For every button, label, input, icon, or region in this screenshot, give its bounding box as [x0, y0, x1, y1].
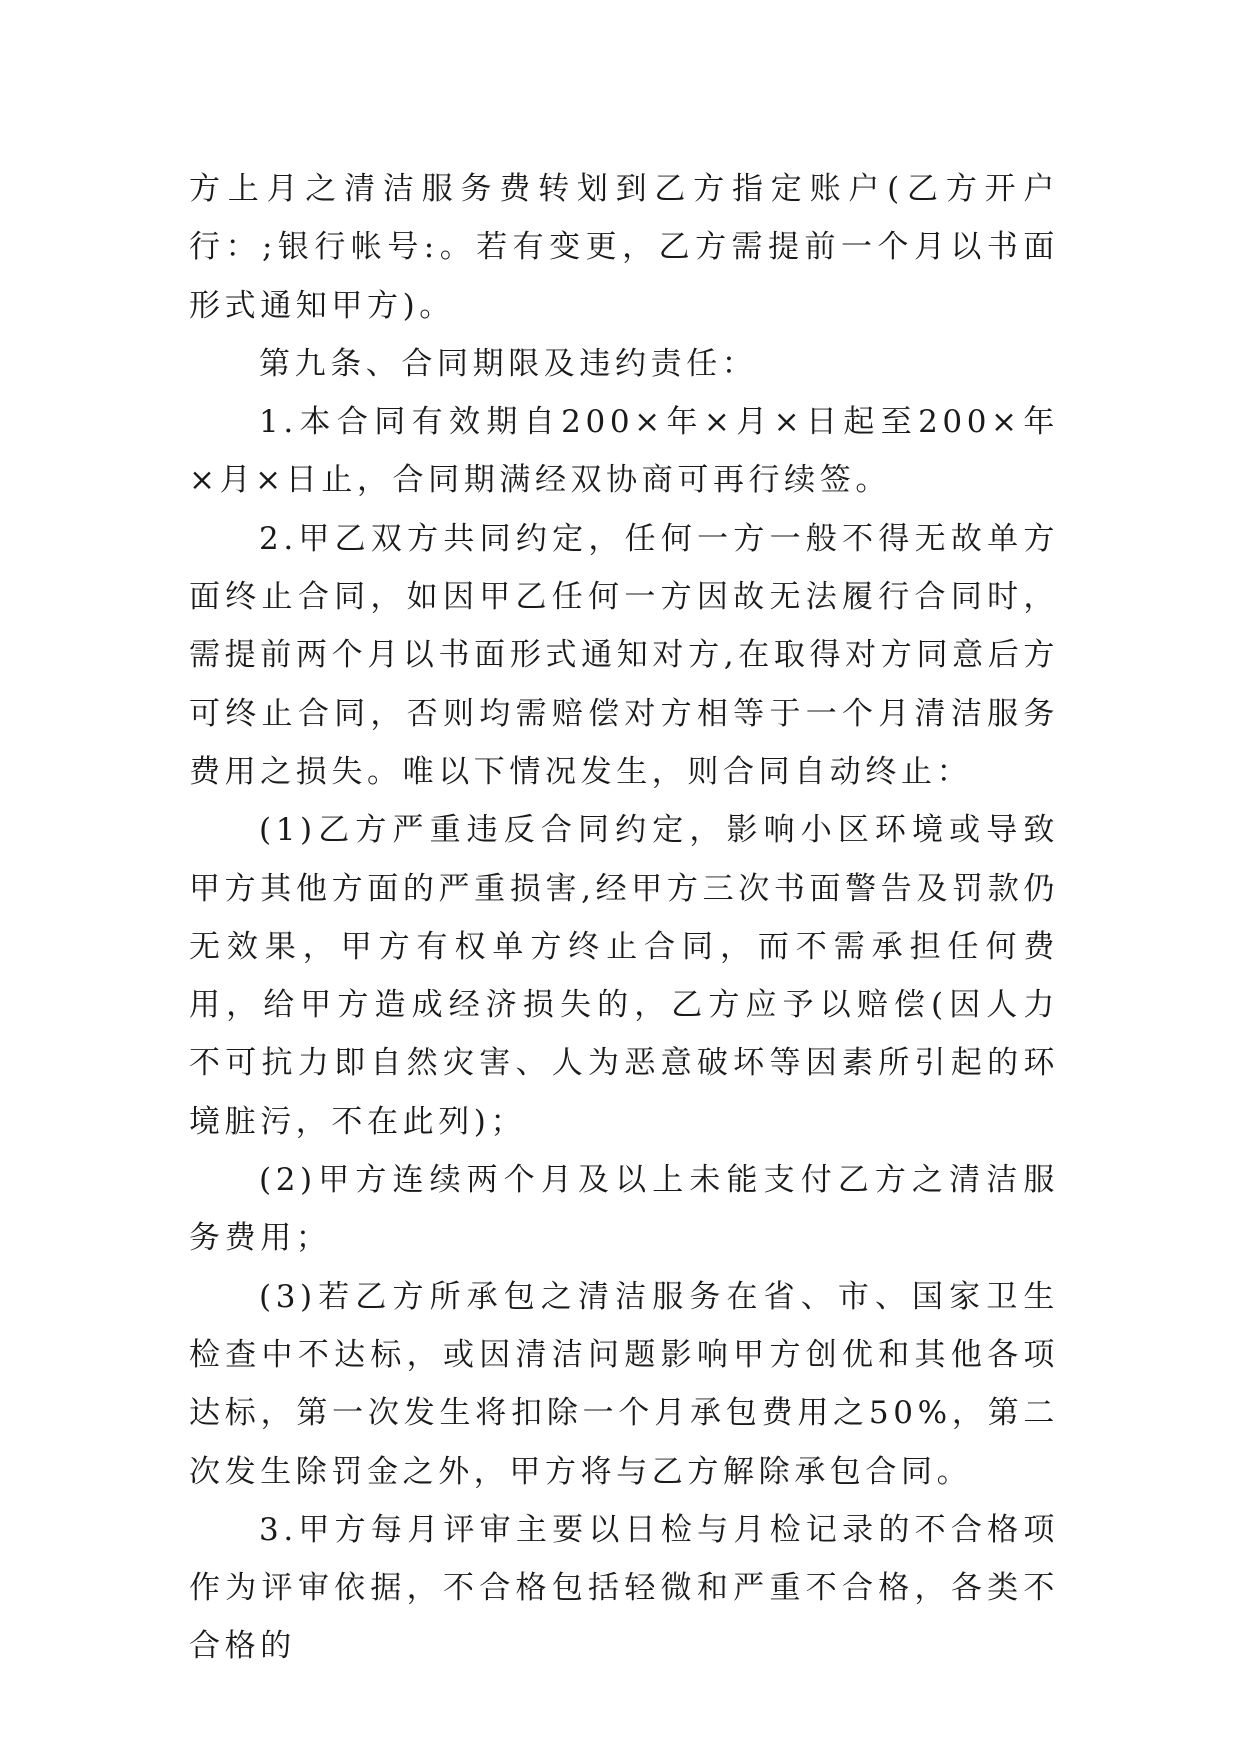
paragraph-item-2-party-a-nonpayment: (2)甲方连续两个月及以上未能支付乙方之清洁服务费用；: [189, 1162, 1059, 1257]
contract-text-body: [189, 160, 1059, 1676]
paragraph-clause-1-term: 1.本合同有效期自200×年×月×日起至200×年×月×日止，合同期满经双协商可再行续签。: [189, 404, 1059, 499]
paragraph-payment-account: 方上月之清洁服务费转划到乙方指定账户(乙方开户行：;银行帐号:。若有变更，乙方需提前一个月以书面形式通知甲方)。: [189, 171, 1059, 324]
paragraph-clause-3-monthly-review: 3.甲方每月评审主要以日检与月检记录的不合格项作为评审依据，不合格包括轻微和严重不合格，各类不合格的: [189, 1511, 1059, 1665]
paragraph-item-3-inspection-failure: (3)若乙方所承包之清洁服务在省、市、国家卫生检查中不达标，或因清洁问题影响甲方创优和其他各项达标，第一次发生将扣除一个月承包费用之50%，第二次发生除罚金之外，甲方将与乙方解除承包合同。: [189, 1278, 1059, 1490]
paragraph-clause-2-termination: 2.甲乙双方共同约定，任何一方一般不得无故单方面终止合同，如因甲乙任何一方因故无法履行合同时，需提前两个月以书面形式通知对方,在取得对方同意后方可终止合同，否则均需赔偿对方相等于一个月清洁服务费用之损失。唯以下情况发生，则合同自动终止：: [189, 520, 1059, 790]
paragraph-article-9-heading: 第九条、合同期限及违约责任：: [259, 345, 758, 382]
paragraph-item-1-party-b-breach: (1)乙方严重违反合同约定，影响小区环境或导致甲方其他方面的严重损害,经甲方三次书面警告及罚款仍无效果，甲方有权单方终止合同，而不需承担任何费用，给甲方造成经济损失的，乙方应予以赔偿(因人力不可抗力即自然灾害、人为恶意破坏等因素所引起的环境脏污，不在此列)；: [189, 812, 1059, 1140]
